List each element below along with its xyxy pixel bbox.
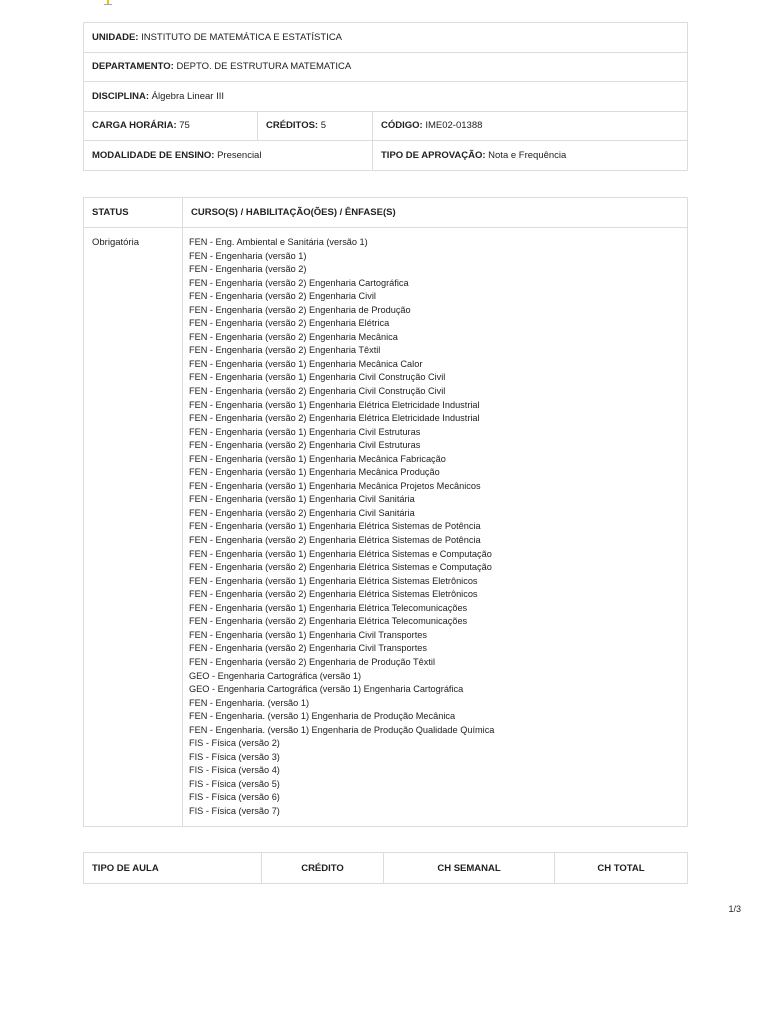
course-item: FEN - Engenharia (versão 1) Engenharia Civil Estruturas [189, 426, 421, 437]
course-item: FEN - Engenharia (versão 2) Engenharia Civil [189, 291, 376, 302]
tipo-de-aula-table [83, 852, 688, 884]
unidade-value: INSTITUTO DE MATEMÁTICA E ESTATÍSTICA [141, 31, 343, 43]
ch-semanal-header: CH SEMANAL [384, 853, 555, 884]
course-item: FEN - Engenharia (versão 2) Engenharia Elétrica Eletricidade Industrial [189, 413, 480, 424]
creditos-label: CRÉDITOS: [266, 120, 319, 132]
status-table-header [84, 198, 688, 228]
course-item: FEN - Engenharia (versão 1) Engenharia Mecânica Calor [189, 358, 423, 369]
tipo-de-aula-header: TIPO DE AULA [84, 853, 262, 884]
aprovacao-label: TIPO DE APROVAÇÃO: [381, 149, 486, 161]
disciplina-cell [84, 82, 688, 112]
course-item: FEN - Engenharia. (versão 1) Engenharia de Produção Mecânica [189, 711, 456, 722]
aula-table-header [84, 853, 688, 884]
codigo-value: IME02-01388 [425, 120, 483, 132]
unidade-cell [84, 23, 688, 53]
status-courses-table [83, 197, 688, 827]
course-item: FEN - Engenharia (versão 1) Engenharia Civil Construção Civil [189, 372, 446, 383]
course-item: FEN - Engenharia (versão 2) Engenharia Elétrica Telecomunicações [189, 616, 468, 627]
departamento-cell [84, 52, 688, 82]
course-item: FEN - Engenharia (versão 1) Engenharia Elétrica Eletricidade Industrial [189, 399, 480, 410]
course-item: FEN - Engenharia (versão 1) Engenharia Mecânica Produção [189, 467, 440, 478]
course-item: FEN - Engenharia (versão 2) Engenharia de Produção [189, 304, 411, 315]
course-item: FEN - Engenharia (versão 1) Engenharia Mecânica Projetos Mecânicos [189, 480, 481, 491]
creditos-value: 5 [320, 120, 327, 132]
departamento-row [84, 52, 688, 82]
course-item: FIS - Física (versão 5) [189, 778, 280, 789]
course-item: FEN - Engenharia (versão 1) Engenharia Elétrica Sistemas e Computação [189, 548, 492, 559]
disciplina-label: DISCIPLINA: [92, 90, 149, 102]
carga-horaria-value: 75 [179, 120, 190, 132]
ch-total-header: CH TOTAL [555, 853, 688, 884]
course-item: FEN - Engenharia (versão 2) Engenharia Elétrica Sistemas e Computação [189, 562, 492, 573]
course-item: FEN - Engenharia (versão 1) Engenharia Mecânica Fabricação [189, 453, 446, 464]
course-item: FEN - Engenharia (versão 2) Engenharia Civil Transportes [189, 643, 427, 654]
course-item: FEN - Engenharia (versão 1) Engenharia Elétrica Sistemas de Potência [189, 521, 481, 532]
course-item: GEO - Engenharia Cartográfica (versão 1) Engenharia Cartográfica [189, 684, 464, 695]
course-item: FEN - Engenharia (versão 1) Engenharia Elétrica Sistemas Eletrônicos [189, 575, 478, 586]
cursos-header: CURSO(S) / HABILITAÇÃO(ÕES) / ÊNFASE(S) [183, 198, 688, 228]
codigo-cell [373, 111, 688, 141]
course-item: FEN - Engenharia (versão 2) Engenharia Civil Construção Civil [189, 386, 446, 397]
course-item: FEN - Engenharia (versão 2) Engenharia de Produção Têxtil [189, 656, 435, 667]
logo-fragment-icon [104, 0, 112, 6]
course-item: FEN - Engenharia (versão 1) Engenharia Elétrica Telecomunicações [189, 602, 468, 613]
carga-creditos-codigo-row [84, 111, 688, 141]
course-item: FIS - Física (versão 3) [189, 751, 280, 762]
course-item: FEN - Engenharia (versão 2) Engenharia Civil Sanitária [189, 507, 415, 518]
departamento-value: DEPTO. DE ESTRUTURA MATEMATICA [176, 61, 352, 73]
departamento-label: DEPARTAMENTO: [92, 61, 174, 73]
course-item: FEN - Engenharia (versão 2) Engenharia Cartográfica [189, 277, 409, 288]
modalidade-cell [84, 141, 373, 171]
course-item: FEN - Engenharia (versão 2) Engenharia Elétrica Sistemas de Potência [189, 535, 481, 546]
credito-header: CRÉDITO [262, 853, 384, 884]
disciplina-value: Álgebra Linear III [151, 90, 224, 102]
status-value: Obrigatória [84, 228, 183, 827]
course-item: FEN - Engenharia. (versão 1) Engenharia de Produção Qualidade Química [189, 724, 495, 735]
aprovacao-value: Nota e Frequência [488, 149, 567, 161]
modalidade-aprovacao-row [84, 141, 688, 171]
discipline-info-table [83, 22, 688, 171]
carga-horaria-cell [84, 111, 258, 141]
course-item: FEN - Engenharia (versão 2) Engenharia Mecânica [189, 331, 398, 342]
course-item: FIS - Física (versão 2) [189, 738, 280, 749]
course-item: FIS - Física (versão 7) [189, 805, 280, 816]
course-item: FEN - Engenharia (versão 2) Engenharia Elétrica Sistemas Eletrônicos [189, 589, 478, 600]
course-item: FEN - Engenharia (versão 2) Engenharia Elétrica [189, 318, 390, 329]
course-item: FEN - Engenharia (versão 2) Engenharia Têxtil [189, 345, 381, 356]
course-item: FEN - Engenharia (versão 2) Engenharia Civil Estruturas [189, 440, 421, 451]
course-item: FEN - Engenharia (versão 2) [189, 264, 307, 275]
carga-horaria-label: CARGA HORÁRIA: [92, 120, 177, 132]
course-item: FIS - Física (versão 4) [189, 765, 280, 776]
unidade-label: UNIDADE: [92, 31, 139, 43]
page-number: 1/3 [728, 904, 741, 914]
course-item: FIS - Física (versão 6) [189, 792, 280, 803]
course-item: GEO - Engenharia Cartográfica (versão 1) [189, 670, 362, 681]
course-list [183, 228, 688, 827]
status-row [84, 228, 688, 827]
aprovacao-cell [373, 141, 688, 171]
course-item: FEN - Engenharia. (versão 1) [189, 697, 309, 708]
course-item: FEN - Engenharia (versão 1) Engenharia Civil Transportes [189, 629, 427, 640]
course-item: FEN - Engenharia (versão 1) [189, 250, 307, 261]
course-item: FEN - Eng. Ambiental e Sanitária (versão 1) [189, 237, 368, 247]
status-header: STATUS [84, 198, 183, 228]
modalidade-label: MODALIDADE DE ENSINO: [92, 149, 215, 161]
creditos-cell [258, 111, 373, 141]
modalidade-value: Presencial [217, 149, 262, 161]
codigo-label: CÓDIGO: [381, 120, 423, 132]
course-item: FEN - Engenharia (versão 1) Engenharia Civil Sanitária [189, 494, 415, 505]
disciplina-row [84, 82, 688, 112]
unidade-row [84, 23, 688, 53]
